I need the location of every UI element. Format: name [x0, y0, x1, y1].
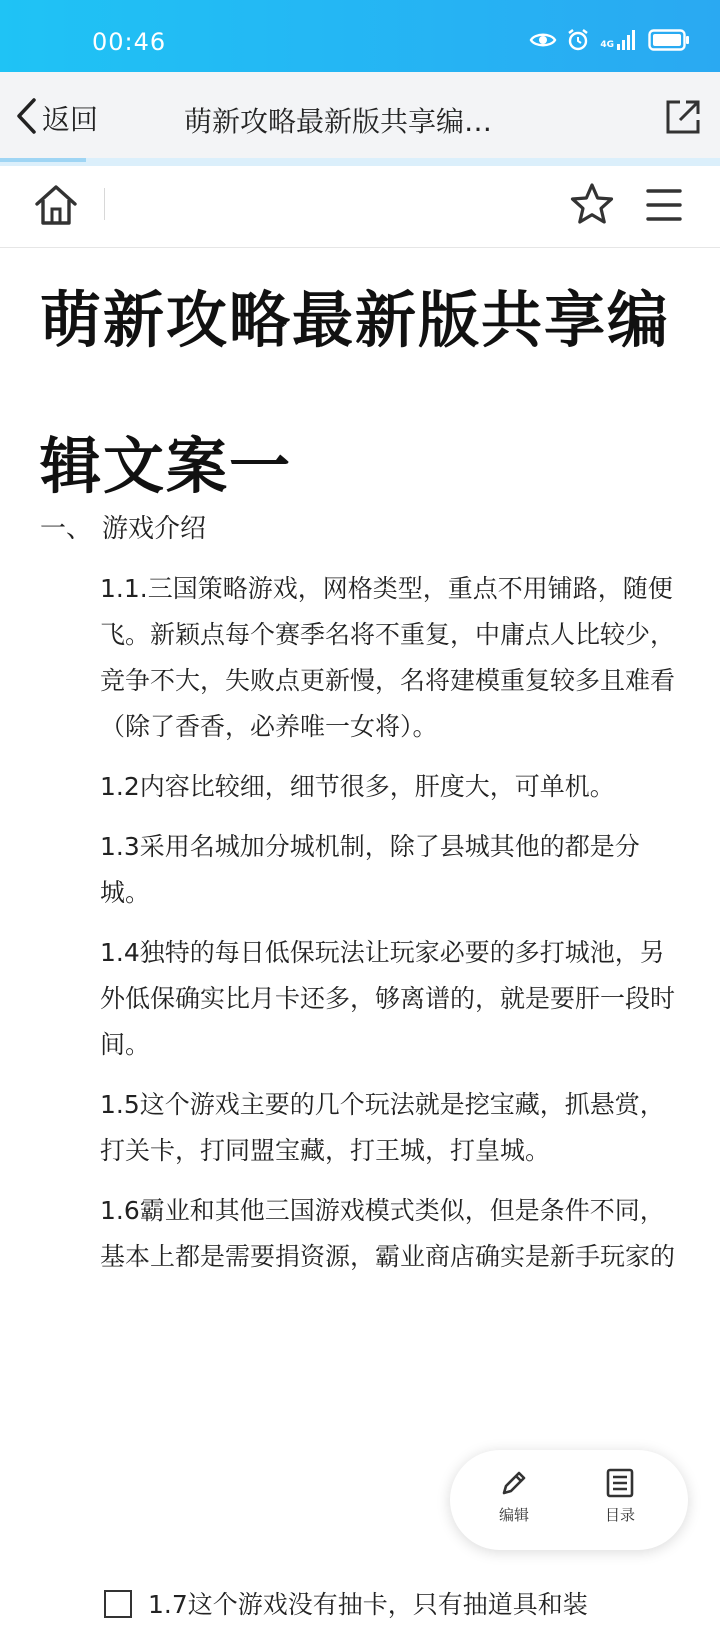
page-load-progress-fill [0, 158, 86, 162]
paragraph-1-1: 1.1.三国策略游戏，网格类型，重点不用铺路，随便飞。新颖点每个赛季名将不重复，中庸点人比较少，竞争不大，失败点更新慢，名将建模重复较多且难看（除了香香，必养唯一女将）。 [100, 574, 676, 741]
menu-icon [646, 207, 682, 226]
signal-icon [616, 30, 638, 50]
edit-label: 编辑 [498, 1506, 529, 1524]
status-bar [0, 0, 720, 72]
page-title: 萌新攻略最新版共享编… [184, 105, 493, 138]
status-icons [530, 28, 690, 52]
section-heading [40, 508, 206, 545]
battery-icon [648, 29, 690, 51]
article-paragraphs [100, 566, 680, 1294]
home-button[interactable] [34, 184, 78, 230]
menu-button[interactable] [646, 188, 682, 226]
section-title: 游戏介绍 [102, 514, 207, 544]
checklist-checkbox[interactable] [104, 1590, 132, 1618]
checklist-text: 1.7这个游戏没有抽卡，只有抽道具和装 [148, 1590, 588, 1619]
back-button[interactable] [14, 96, 98, 140]
edit-button[interactable] [474, 1468, 554, 1525]
browser-toolbar [0, 166, 720, 248]
back-label: 返回 [42, 103, 99, 136]
status-time: 00:46 [92, 28, 167, 56]
toolbar-divider [104, 188, 105, 220]
home-icon [34, 211, 78, 230]
chevron-left-icon [14, 97, 38, 139]
eye-icon [530, 31, 556, 49]
alarm-icon [566, 28, 590, 52]
pencil-icon [474, 1468, 554, 1498]
floating-action-panel [450, 1450, 688, 1550]
table-of-contents-button[interactable] [580, 1468, 660, 1525]
external-link-icon [664, 121, 702, 140]
paragraph-1-5: 1.5这个游戏主要的几个玩法就是挖宝藏，抓悬赏，打关卡，打同盟宝藏，打王城，打皇城。 [100, 1090, 665, 1165]
star-icon [570, 211, 614, 230]
network-label: 4G [600, 40, 614, 50]
network-indicator [600, 30, 638, 50]
open-external-button[interactable] [664, 98, 702, 140]
toc-label: 目录 [604, 1506, 635, 1524]
paragraph-1-3: 1.3采用名城加分城机制，除了县城其他的都是分城。 [100, 832, 640, 907]
favorite-button[interactable] [570, 182, 614, 230]
section-number: 一、 [40, 514, 93, 544]
checklist-item [104, 1582, 704, 1628]
page-load-progress [0, 158, 720, 166]
article-title [40, 248, 690, 540]
list-icon [580, 1468, 660, 1498]
paragraph-1-6: 1.6霸业和其他三国游戏模式类似，但是条件不同，基本上都是需要捐资源，霸业商店确实是新手玩家的 [100, 1196, 676, 1271]
paragraph-1-2: 1.2内容比较细，细节很多，肝度大，可单机。 [100, 772, 615, 801]
article-title-line1: 萌新攻略最新版共享编 [40, 285, 671, 356]
article-title-line2: 辑文案一 [40, 431, 293, 502]
paragraph-1-4: 1.4独特的每日低保玩法让玩家必要的多打城池，另外低保确实比月卡还多，够离谱的，就是要肝一段时间。 [100, 938, 676, 1059]
